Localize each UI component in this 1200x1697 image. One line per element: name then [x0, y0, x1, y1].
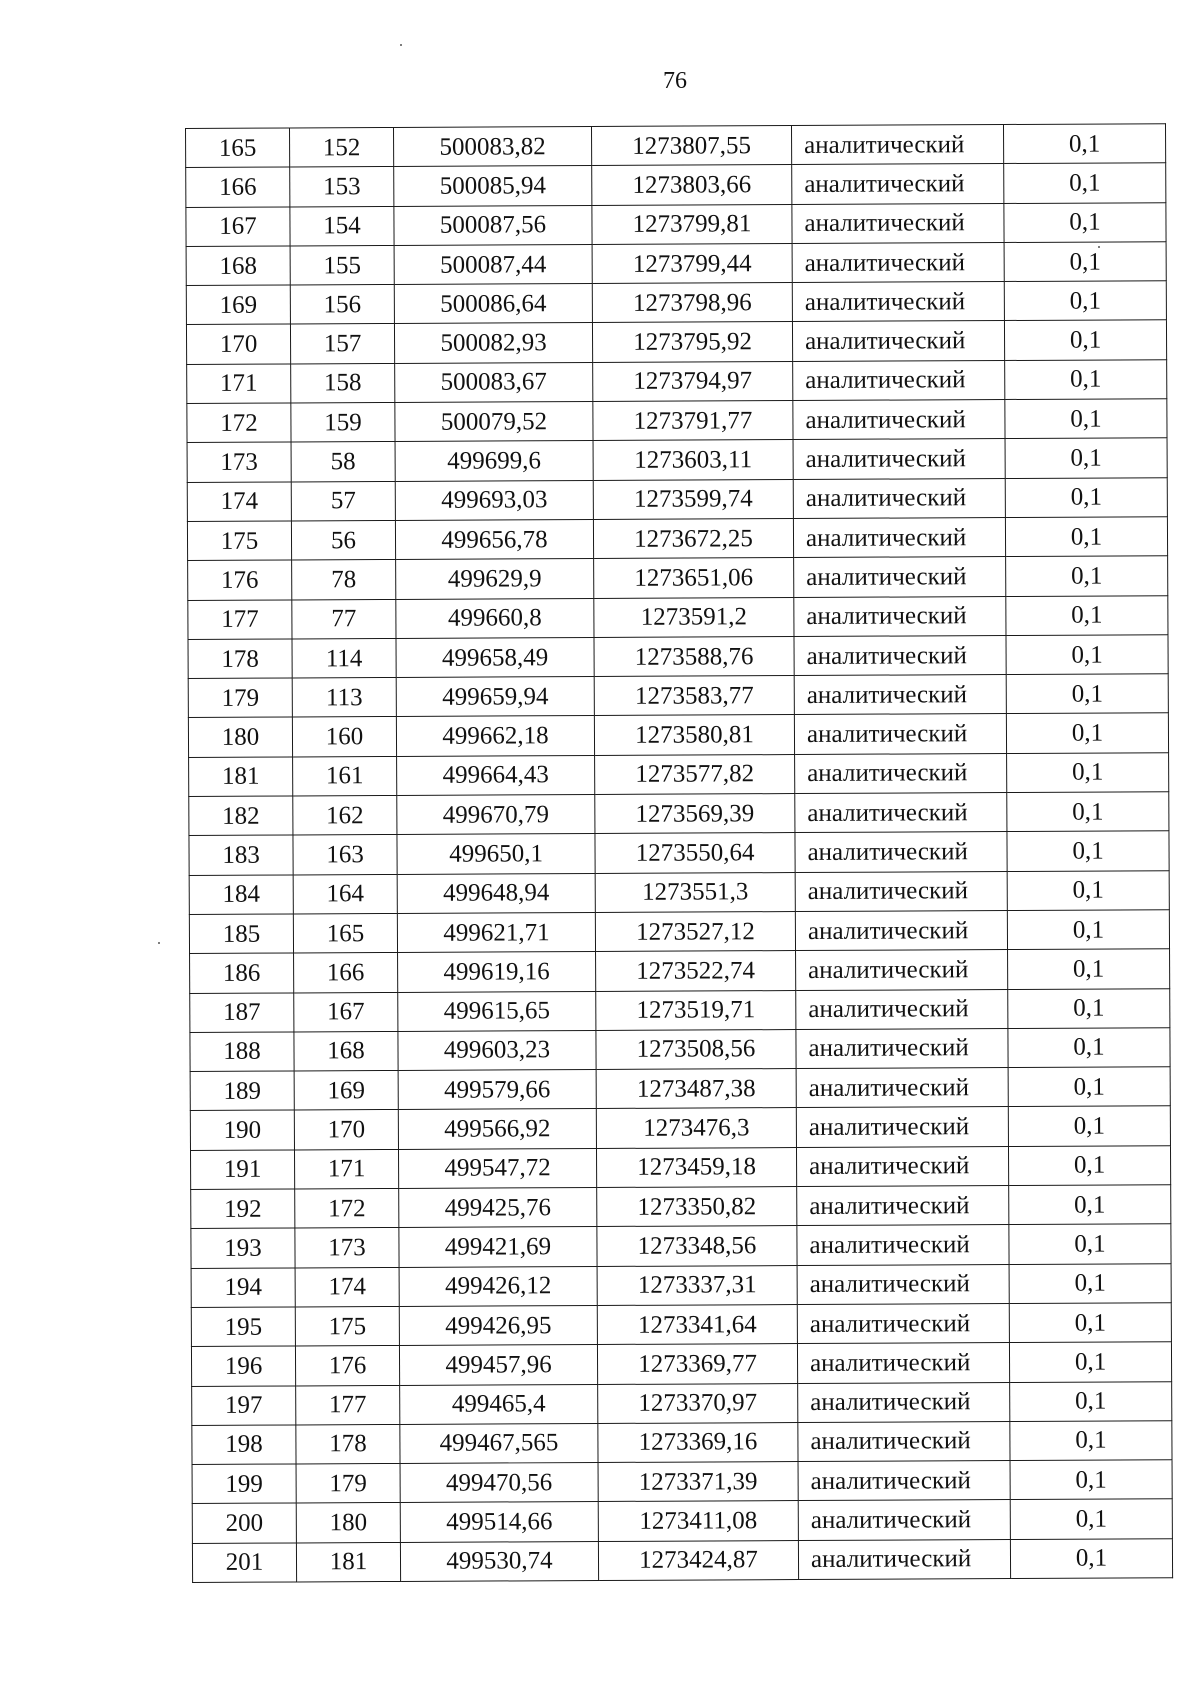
x-coordinate-cell: 499664,43	[397, 755, 595, 795]
point-number-cell: 173	[295, 1228, 399, 1268]
x-coordinate-cell: 499693,03	[395, 480, 593, 520]
x-coordinate-cell: 499670,79	[397, 795, 595, 835]
y-coordinate-cell: 1273550,64	[595, 833, 795, 873]
table-row	[190, 949, 1170, 993]
point-number-cell: 164	[293, 874, 397, 914]
row-number-cell: 181	[189, 757, 293, 797]
x-coordinate-cell: 499699,6	[395, 441, 593, 481]
y-coordinate-cell: 1273522,74	[596, 951, 796, 991]
accuracy-cell: 0,1	[1010, 1499, 1172, 1539]
row-number-cell: 198	[192, 1425, 296, 1465]
method-cell: аналитический	[798, 1500, 1010, 1540]
x-coordinate-cell: 500085,94	[394, 166, 592, 206]
accuracy-cell: 0,1	[1006, 674, 1168, 714]
scan-speck	[400, 44, 402, 46]
y-coordinate-cell: 1273583,77	[594, 676, 794, 716]
y-coordinate-cell: 1273348,56	[597, 1226, 797, 1266]
table-row	[187, 438, 1167, 482]
accuracy-cell: 0,1	[1009, 1224, 1171, 1264]
x-coordinate-cell: 499426,12	[399, 1266, 597, 1306]
row-number-cell: 184	[189, 875, 293, 915]
y-coordinate-cell: 1273424,87	[598, 1540, 798, 1580]
row-number-cell: 177	[188, 600, 292, 640]
x-coordinate-cell: 499660,8	[396, 598, 594, 638]
point-number-cell: 180	[296, 1503, 400, 1543]
row-number-cell: 175	[187, 521, 291, 561]
y-coordinate-cell: 1273577,82	[595, 754, 795, 794]
scan-speck	[158, 942, 160, 944]
method-cell: аналитический	[796, 1146, 1008, 1186]
accuracy-cell: 0,1	[1004, 281, 1166, 321]
accuracy-cell: 0,1	[1005, 477, 1167, 517]
point-number-cell: 172	[295, 1188, 399, 1228]
method-cell: аналитический	[795, 753, 1007, 793]
row-number-cell: 195	[191, 1307, 295, 1347]
x-coordinate-cell: 499579,66	[398, 1070, 596, 1110]
table-row	[191, 1263, 1171, 1307]
x-coordinate-cell: 499656,78	[395, 519, 593, 559]
table-row	[192, 1538, 1172, 1582]
method-cell: аналитический	[792, 164, 1004, 204]
table-row	[189, 792, 1169, 836]
table-row	[189, 831, 1169, 875]
x-coordinate-cell: 499659,94	[396, 677, 594, 717]
row-number-cell: 171	[187, 364, 291, 404]
point-number-cell: 169	[294, 1071, 398, 1111]
table-row	[190, 1106, 1170, 1150]
accuracy-cell: 0,1	[1008, 988, 1170, 1028]
y-coordinate-cell: 1273369,16	[598, 1422, 798, 1462]
accuracy-cell: 0,1	[1005, 399, 1167, 439]
method-cell: аналитический	[797, 1225, 1009, 1265]
row-number-cell: 189	[190, 1071, 294, 1111]
y-coordinate-cell: 1273508,56	[596, 1029, 796, 1069]
point-number-cell: 58	[291, 442, 395, 482]
y-coordinate-cell: 1273341,64	[597, 1304, 797, 1344]
y-coordinate-cell: 1273350,82	[597, 1187, 797, 1227]
row-number-cell: 182	[189, 796, 293, 836]
x-coordinate-cell: 500083,82	[393, 127, 591, 167]
row-number-cell: 188	[190, 1032, 294, 1072]
point-number-cell: 78	[292, 560, 396, 600]
table-row	[192, 1460, 1172, 1504]
row-number-cell: 190	[190, 1110, 294, 1150]
accuracy-cell: 0,1	[1004, 202, 1166, 242]
y-coordinate-cell: 1273795,92	[592, 322, 792, 362]
point-number-cell: 166	[294, 953, 398, 993]
point-number-cell: 114	[292, 638, 396, 678]
table-row	[189, 910, 1169, 954]
method-cell: аналитический	[793, 478, 1005, 518]
y-coordinate-cell: 1273337,31	[597, 1265, 797, 1305]
accuracy-cell: 0,1	[1006, 635, 1168, 675]
method-cell: аналитический	[791, 125, 1003, 165]
y-coordinate-cell: 1273591,2	[594, 597, 794, 637]
point-number-cell: 168	[294, 1031, 398, 1071]
row-number-cell: 168	[186, 246, 290, 286]
accuracy-cell: 0,1	[1009, 1303, 1171, 1343]
table-row	[190, 1028, 1170, 1072]
accuracy-cell: 0,1	[1008, 1145, 1170, 1185]
accuracy-cell: 0,1	[1007, 831, 1169, 871]
x-coordinate-cell: 499662,18	[396, 716, 594, 756]
y-coordinate-cell: 1273599,74	[593, 479, 793, 519]
point-number-cell: 181	[296, 1542, 400, 1582]
table-row	[186, 320, 1166, 364]
y-coordinate-cell: 1273551,3	[595, 872, 795, 912]
method-cell: аналитический	[795, 871, 1007, 911]
accuracy-cell: 0,1	[1006, 713, 1168, 753]
table-row	[186, 202, 1166, 246]
y-coordinate-cell: 1273371,39	[598, 1462, 798, 1502]
x-coordinate-cell: 499547,72	[398, 1148, 596, 1188]
point-number-cell: 158	[291, 363, 395, 403]
row-number-cell: 180	[188, 717, 292, 757]
y-coordinate-cell: 1273476,3	[596, 1108, 796, 1148]
y-coordinate-cell: 1273411,08	[598, 1501, 798, 1541]
table-row	[191, 1303, 1171, 1347]
method-cell: аналитический	[794, 635, 1006, 675]
point-number-cell: 163	[293, 835, 397, 875]
point-number-cell: 157	[290, 324, 394, 364]
row-number-cell: 183	[189, 835, 293, 875]
x-coordinate-cell: 500086,64	[394, 284, 592, 324]
y-coordinate-cell: 1273798,96	[592, 283, 792, 323]
table-row	[190, 1067, 1170, 1111]
y-coordinate-cell: 1273569,39	[595, 794, 795, 834]
accuracy-cell: 0,1	[1005, 438, 1167, 478]
accuracy-cell: 0,1	[1010, 1420, 1172, 1460]
accuracy-cell: 0,1	[1009, 1185, 1171, 1225]
point-number-cell: 156	[290, 285, 394, 325]
method-cell: аналитический	[798, 1539, 1010, 1579]
accuracy-cell: 0,1	[1007, 870, 1169, 910]
y-coordinate-cell: 1273794,97	[593, 361, 793, 401]
y-coordinate-cell: 1273672,25	[593, 519, 793, 559]
page-number: 76	[663, 68, 687, 94]
method-cell: аналитический	[793, 439, 1005, 479]
accuracy-cell: 0,1	[1005, 359, 1167, 399]
x-coordinate-cell: 499530,74	[400, 1541, 598, 1581]
point-number-cell: 179	[296, 1464, 400, 1504]
table-row	[191, 1342, 1171, 1386]
table-row	[189, 752, 1169, 796]
x-coordinate-cell: 499615,65	[398, 991, 596, 1031]
point-number-cell: 174	[295, 1267, 399, 1307]
method-cell: аналитический	[796, 989, 1008, 1029]
point-number-cell: 161	[293, 756, 397, 796]
x-coordinate-cell: 500083,67	[395, 362, 593, 402]
accuracy-cell: 0,1	[1004, 163, 1166, 203]
y-coordinate-cell: 1273487,38	[596, 1069, 796, 1109]
row-number-cell: 178	[188, 639, 292, 679]
accuracy-cell: 0,1	[1003, 124, 1165, 164]
y-coordinate-cell: 1273651,06	[594, 558, 794, 598]
table-row	[192, 1381, 1172, 1425]
method-cell: аналитический	[796, 950, 1008, 990]
x-coordinate-cell: 499621,71	[397, 912, 595, 952]
method-cell: аналитический	[798, 1382, 1010, 1422]
point-number-cell: 177	[296, 1385, 400, 1425]
y-coordinate-cell: 1273519,71	[596, 990, 796, 1030]
x-coordinate-cell: 500079,52	[395, 402, 593, 442]
table-row	[188, 595, 1168, 639]
table-row	[186, 242, 1166, 286]
y-coordinate-cell: 1273803,66	[592, 165, 792, 205]
table-row	[186, 124, 1166, 168]
point-number-cell: 165	[293, 913, 397, 953]
point-number-cell: 113	[292, 678, 396, 718]
point-number-cell: 175	[295, 1306, 399, 1346]
x-coordinate-cell: 499603,23	[398, 1030, 596, 1070]
method-cell: аналитический	[797, 1303, 1009, 1343]
point-number-cell: 171	[294, 1149, 398, 1189]
accuracy-cell: 0,1	[1010, 1381, 1172, 1421]
table-row	[192, 1420, 1172, 1464]
accuracy-cell: 0,1	[1008, 949, 1170, 989]
point-number-cell: 160	[292, 717, 396, 757]
x-coordinate-cell: 500082,93	[394, 323, 592, 363]
row-number-cell: 174	[187, 482, 291, 522]
point-number-cell: 162	[293, 796, 397, 836]
row-number-cell: 165	[186, 128, 290, 168]
row-number-cell: 167	[186, 207, 290, 247]
y-coordinate-cell: 1273799,44	[592, 243, 792, 283]
row-number-cell: 191	[190, 1150, 294, 1190]
method-cell: аналитический	[798, 1421, 1010, 1461]
table-row	[187, 517, 1167, 561]
method-cell: аналитический	[792, 242, 1004, 282]
y-coordinate-cell: 1273799,81	[592, 204, 792, 244]
x-coordinate-cell: 499465,4	[400, 1384, 598, 1424]
method-cell: аналитический	[795, 793, 1007, 833]
accuracy-cell: 0,1	[1007, 792, 1169, 832]
row-number-cell: 169	[186, 285, 290, 325]
point-number-cell: 167	[294, 992, 398, 1032]
table-row	[190, 1145, 1170, 1189]
x-coordinate-cell: 500087,44	[394, 244, 592, 284]
accuracy-cell: 0,1	[1010, 1460, 1172, 1500]
method-cell: аналитический	[794, 557, 1006, 597]
row-number-cell: 179	[188, 678, 292, 718]
y-coordinate-cell: 1273588,76	[594, 636, 794, 676]
accuracy-cell: 0,1	[1007, 752, 1169, 792]
method-cell: аналитический	[792, 282, 1004, 322]
table-row	[187, 359, 1167, 403]
point-number-cell: 153	[290, 167, 394, 207]
table-row	[188, 713, 1168, 757]
table-row	[188, 635, 1168, 679]
y-coordinate-cell: 1273369,77	[597, 1344, 797, 1384]
x-coordinate-cell: 500087,56	[394, 205, 592, 245]
x-coordinate-cell: 499426,95	[399, 1305, 597, 1345]
x-coordinate-cell: 499514,66	[400, 1502, 598, 1542]
row-number-cell: 173	[187, 442, 291, 482]
x-coordinate-cell: 499629,9	[396, 559, 594, 599]
row-number-cell: 192	[191, 1189, 295, 1229]
y-coordinate-cell: 1273370,97	[598, 1383, 798, 1423]
accuracy-cell: 0,1	[1007, 910, 1169, 950]
accuracy-cell: 0,1	[1010, 1538, 1172, 1578]
table-row	[188, 674, 1168, 718]
row-number-cell: 196	[191, 1346, 295, 1386]
method-cell: аналитический	[796, 1028, 1008, 1068]
scan-speck	[1098, 246, 1100, 248]
x-coordinate-cell: 499619,16	[398, 952, 596, 992]
y-coordinate-cell: 1273603,11	[593, 440, 793, 480]
method-cell: аналитический	[794, 714, 1006, 754]
row-number-cell: 201	[192, 1543, 296, 1583]
table-row	[187, 399, 1167, 443]
x-coordinate-cell: 499650,1	[397, 834, 595, 874]
point-number-cell: 56	[291, 520, 395, 560]
row-number-cell: 187	[190, 993, 294, 1033]
row-number-cell: 197	[192, 1385, 296, 1425]
x-coordinate-cell: 499425,76	[399, 1188, 597, 1228]
method-cell: аналитический	[798, 1461, 1010, 1501]
method-cell: аналитический	[794, 675, 1006, 715]
x-coordinate-cell: 499467,565	[400, 1423, 598, 1463]
method-cell: аналитический	[793, 400, 1005, 440]
table-row	[191, 1224, 1171, 1268]
point-number-cell: 152	[290, 127, 394, 167]
table-row	[187, 477, 1167, 521]
y-coordinate-cell: 1273459,18	[596, 1147, 796, 1187]
point-number-cell: 154	[290, 206, 394, 246]
table-row	[191, 1185, 1171, 1229]
accuracy-cell: 0,1	[1004, 320, 1166, 360]
accuracy-cell: 0,1	[1008, 1028, 1170, 1068]
accuracy-cell: 0,1	[1008, 1067, 1170, 1107]
table-row	[189, 870, 1169, 914]
method-cell: аналитический	[795, 832, 1007, 872]
x-coordinate-cell: 499658,49	[396, 637, 594, 677]
method-cell: аналитический	[796, 1068, 1008, 1108]
table-row	[186, 163, 1166, 207]
method-cell: аналитический	[794, 596, 1006, 636]
y-coordinate-cell: 1273791,77	[593, 401, 793, 441]
table-row	[190, 988, 1170, 1032]
method-cell: аналитический	[792, 203, 1004, 243]
y-coordinate-cell: 1273580,81	[594, 715, 794, 755]
table-row	[188, 556, 1168, 600]
x-coordinate-cell: 499457,96	[399, 1345, 597, 1385]
row-number-cell: 186	[190, 953, 294, 993]
method-cell: аналитический	[792, 321, 1004, 361]
point-number-cell: 170	[294, 1110, 398, 1150]
method-cell: аналитический	[797, 1186, 1009, 1226]
row-number-cell: 166	[186, 167, 290, 207]
accuracy-cell: 0,1	[1008, 1106, 1170, 1146]
point-number-cell: 178	[296, 1424, 400, 1464]
accuracy-cell: 0,1	[1006, 595, 1168, 635]
y-coordinate-cell: 1273527,12	[595, 911, 795, 951]
x-coordinate-cell: 499470,56	[400, 1463, 598, 1503]
accuracy-cell: 0,1	[1006, 556, 1168, 596]
table-row	[186, 281, 1166, 325]
method-cell: аналитический	[796, 1107, 1008, 1147]
row-number-cell: 200	[192, 1503, 296, 1543]
row-number-cell: 185	[189, 914, 293, 954]
accuracy-cell: 0,1	[1005, 517, 1167, 557]
method-cell: аналитический	[797, 1264, 1009, 1304]
point-number-cell: 77	[292, 599, 396, 639]
row-number-cell: 170	[186, 324, 290, 364]
method-cell: аналитический	[797, 1343, 1009, 1383]
row-number-cell: 193	[191, 1228, 295, 1268]
row-number-cell: 176	[188, 560, 292, 600]
row-number-cell: 199	[192, 1464, 296, 1504]
accuracy-cell: 0,1	[1009, 1263, 1171, 1303]
point-number-cell: 155	[290, 245, 394, 285]
x-coordinate-cell: 499566,92	[398, 1109, 596, 1149]
method-cell: аналитический	[793, 360, 1005, 400]
point-number-cell: 159	[291, 403, 395, 443]
row-number-cell: 172	[187, 403, 291, 443]
point-number-cell: 57	[291, 481, 395, 521]
accuracy-cell: 0,1	[1004, 242, 1166, 282]
y-coordinate-cell: 1273807,55	[591, 126, 791, 166]
method-cell: аналитический	[793, 517, 1005, 557]
table-body	[186, 124, 1173, 1583]
row-number-cell: 194	[191, 1268, 295, 1308]
x-coordinate-cell: 499648,94	[397, 873, 595, 913]
coordinates-table	[185, 123, 1173, 1583]
accuracy-cell: 0,1	[1009, 1342, 1171, 1382]
x-coordinate-cell: 499421,69	[399, 1227, 597, 1267]
table-row	[192, 1499, 1172, 1543]
point-number-cell: 176	[295, 1346, 399, 1386]
method-cell: аналитический	[795, 910, 1007, 950]
